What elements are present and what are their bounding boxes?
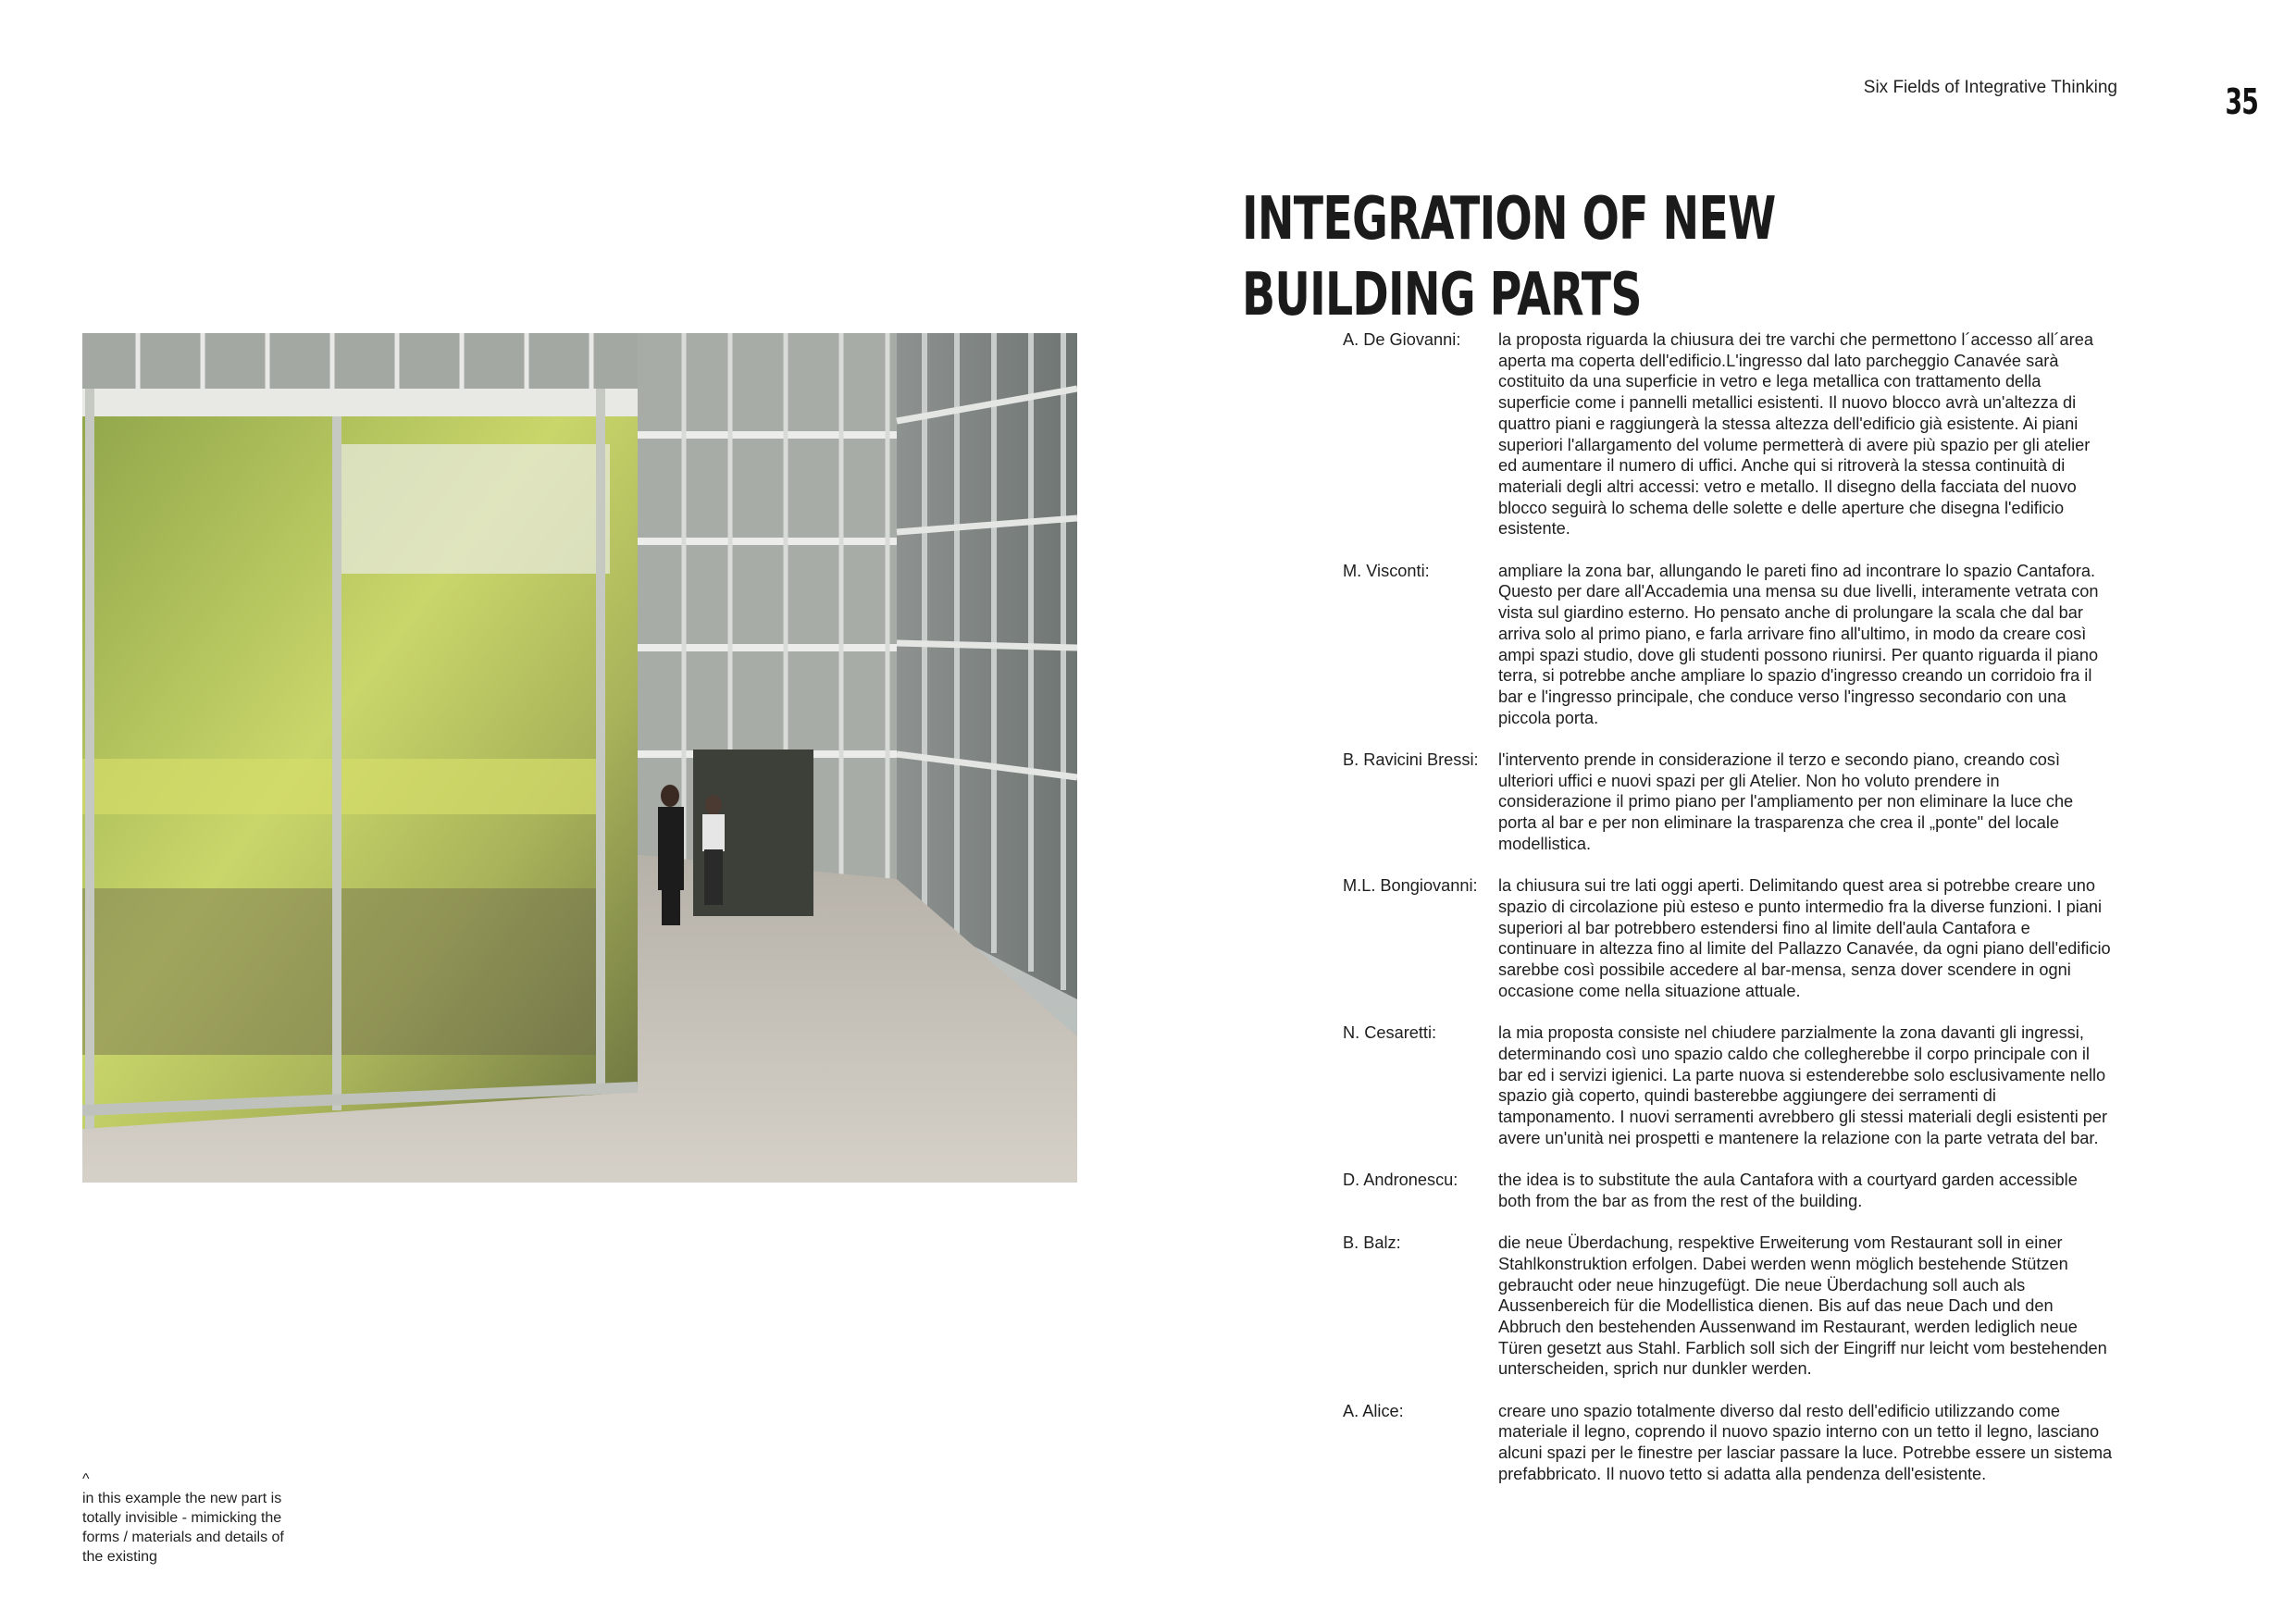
caption-line: the existing bbox=[82, 1549, 157, 1565]
title-line-1: INTEGRATION OF NEW bbox=[1242, 185, 1776, 254]
page-number: 35 bbox=[2225, 81, 2258, 122]
entry-text: l'intervento prende in considerazione il terzo e secondo piano, creando così ulteriori uffici e nuovi spazi per gli Atelier. Non ho voluto prendere in considerazione il primo piano per l'ampliamento per non eliminare la luce che porta al bar e per non eliminare la trasparenza che crea il „ponte" del locale modellistica. bbox=[1498, 750, 2074, 853]
entry-author: N. Cesaretti: bbox=[1343, 1023, 1437, 1043]
caption-marker: ^ bbox=[82, 1471, 90, 1487]
entry-text: la proposta riguarda la chiusura dei tre varchi che permettono l´accesso all´area aperta ma coperta dell'edificio.L'ingresso dal lato parcheggio Canavée sarà costituito da una superficie in vetro e lega metallica con trattamento della superficie come i pannelli metallici esistenti. Il nuovo blocco avrà un'altezza di quattro piani e raggiungerà la stessa altezza dell'edificio già esistente. Ai piani superiori l'allargamento del volume permetterà di avere più spazio per gli atelier ed aumentare il numero di uffici. Anche qui si ritroverà la stessa continuità di materiali degli altri accessi: vetro e metallo. Il disegno della facciata del nuovo blocco seguirà lo schema delle solette e delle aperture che disegna l'edificio esistente. bbox=[1498, 330, 2093, 539]
proposal-entry bbox=[1343, 1022, 2111, 1148]
running-header: Six Fields of Integrative Thinking bbox=[1863, 78, 2117, 97]
caption-line: in this example the new part is bbox=[82, 1491, 282, 1506]
proposal-entry bbox=[1343, 329, 2111, 539]
entry-author: A. De Giovanni: bbox=[1343, 330, 1461, 349]
caption-line: totally invisible - mimicking the bbox=[82, 1510, 282, 1526]
page-title bbox=[1242, 181, 1776, 333]
proposal-entry bbox=[1343, 1401, 2111, 1485]
proposal-entry bbox=[1343, 750, 2111, 855]
entry-text: creare uno spazio totalmente diverso dal resto dell'edificio utilizzando come materiale il legno, coprendo il nuovo spazio interno con un tetto il legno, lasciano alcuni spazi per le finestre per lasciar passare la luce. Potrebbe essere un sistema prefabbricato. Il nuovo tetto si adatta alla pendenza dell'esistente. bbox=[1498, 1401, 2113, 1483]
proposal-entry bbox=[1343, 1233, 2111, 1380]
entry-text: ampliare la zona bar, allungando le pareti fino ad incontrare lo spazio Cantafora. Questo per dare all'Accademia una mensa su due livelli, interamente vetrata con vista sul giardino esterno. Ho pensato anche di prolungare la scala che dal bar arriva solo al primo piano, e farla arrivare fino all'ultimo, in modo da creare così ampi spazi studio, dove gli studenti possono riunirsi. Per quanto riguarda il piano terra, si potrebbe anche ampliare lo spazio d'ingresso creando un corridoio fra il bar e l'ingresso principale, che conduce verso l'ingresso secondario con una piccola porta. bbox=[1498, 561, 2099, 727]
proposal-list bbox=[1343, 329, 2111, 1505]
entry-author: D. Andronescu: bbox=[1343, 1171, 1458, 1190]
entry-text: the idea is to substitute the aula Cantafora with a courtyard garden accessible both from the bar as from the rest of the building. bbox=[1498, 1171, 2078, 1210]
entry-text: la mia proposta consiste nel chiudere parzialmente la zona davanti gli ingressi, determinando così uno spazio caldo che collegherebbe il corpo principale con il bar ed i servizi igienici. La parte nuova si estenderebbe solo esclusivamente nello spazio già coperto, quindi basterebbe aggiungere dei serramenti di tamponamento. I nuovi serramenti avrebbero gli stessi materiali degli esistenti per avere un'unità nei prospetti e mantenere la relazione con la parte vetrata del bar. bbox=[1498, 1023, 2108, 1147]
entry-author: M.L. Bongiovanni: bbox=[1343, 876, 1478, 896]
proposal-entry bbox=[1343, 561, 2111, 729]
proposal-entry bbox=[1343, 875, 2111, 1001]
entry-author: M. Visconti: bbox=[1343, 561, 1430, 580]
entry-author: A. Alice: bbox=[1343, 1401, 1404, 1420]
entry-author: B. Balz: bbox=[1343, 1233, 1401, 1253]
photo-caption bbox=[82, 1469, 323, 1567]
proposal-entry bbox=[1343, 1170, 2111, 1211]
entry-author: B. Ravicini Bressi: bbox=[1343, 750, 1479, 770]
title-line-2: BUILDING PARTS bbox=[1242, 261, 1642, 329]
entry-text: die neue Überdachung, respektive Erweiterung vom Restaurant soll in einer Stahlkonstruktion erfolgen. Dabei werden wenn möglich bestehende Stützen gebraucht oder neue hinzugefügt. Die neue Überdachung soll auch als Aussenbereich für die Modellistica dienen. Bis auf das neue Dach und den Abbruch den bestehenden Aussenwand im Restaurant, werden lediglich neue Türen gesetzt aus Stahl. Farblich soll sich der Eingriff nur leicht vom bestehenden unterscheiden, sprich nur dunkler werden. bbox=[1498, 1233, 2107, 1379]
caption-line: forms / materials and details of bbox=[82, 1530, 284, 1545]
entry-text: la chiusura sui tre lati oggi aperti. Delimitando quest area si potrebbe creare uno spazio di circolazione più esteso e punto intermedio fra la diverse funzioni. I piani superiori al bar potrebbero estendersi fino al limite dell'aula Cantafora e continuare in altezza fino al limite del Pallazzo Canavée, da ogni piano dell'edificio sarebbe così possibile accedere al bar-mensa, senza dover scendere in ogni occasione come nella situazione attuale. bbox=[1498, 876, 2111, 1000]
building-photo bbox=[82, 333, 1077, 1183]
